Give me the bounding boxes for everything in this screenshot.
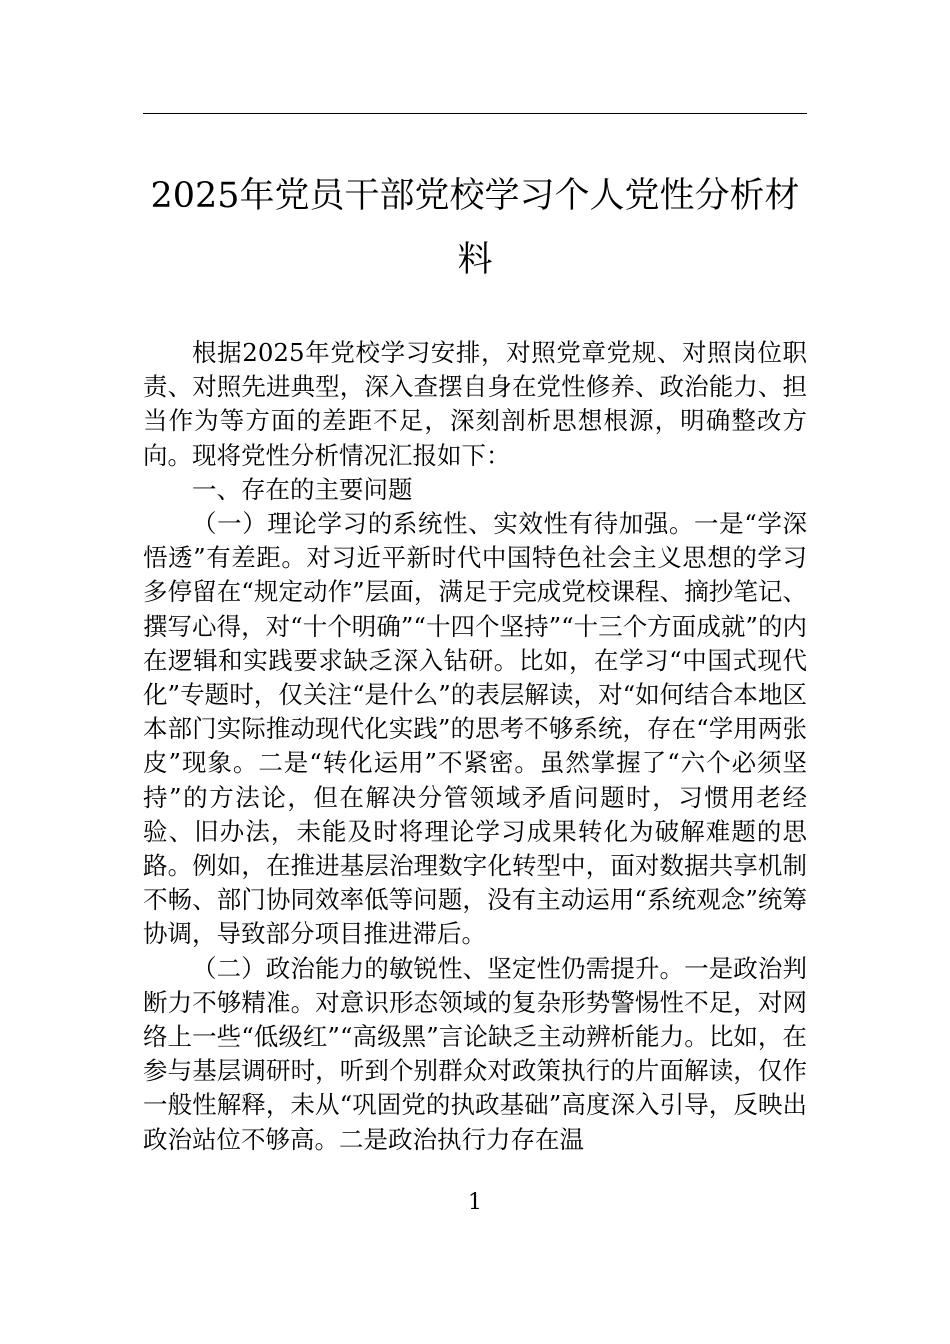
section-heading-problems: 一、存在的主要问题 (192, 474, 413, 504)
page-number: 1 (468, 1190, 482, 1215)
paragraph-political-ability: （二）政治能力的敏锐性、坚定性仍需提升。一是政治判断力不够精准。对意识形态领域的复杂形势警惕性不足，对网络上一些“低级红”“高级黑”言论缺乏主动辨析能力。比如，在参与基层调研时，听到个别群众对政策执行的片面解读，仅作一般性解释，未从“巩固党的执政基础”高度深入引导，反映出政治站位不够高。二是政治执行力存在温 (143, 953, 807, 1154)
paragraph-theory-study: （一）理论学习的系统性、实效性有待加强。一是“学深悟透”有差距。对习近平新时代中国特色社会主义思想的学习多停留在“规定动作”层面，满足于完成党校课程、摘抄笔记、撰写心得，对“十个明确”“十四个坚持”“十三个方面成就”的内在逻辑和实践要求缺乏深入钻研。比如，在学习“中国式现代化”专题时，仅关注“是什么”的表层解读，对“如何结合本地区本部门实际推动现代化实践”的思考不够系统，存在“学用两张皮”现象。二是“转化运用”不紧密。虽然掌握了“六个必须坚持”的方法论，但在解决分管领域矛盾问题时，习惯用老经验、旧办法，未能及时将理论学习成果转化为破解难题的思路。例如，在推进基层治理数字化转型中，面对数据共享机制不畅、部门协同效率低等问题，没有主动运用“系统观念”统筹协调，导致部分项目推进滞后。 (143, 509, 807, 949)
document-body (143, 336, 807, 1157)
document-title: 2025年党员干部党校学习个人党性分析材料 (150, 176, 800, 280)
header-rule (143, 113, 807, 114)
intro-paragraph: 根据2025年党校学习安排，对照党章党规、对照岗位职责、对照先进典型，深入查摆自身在党性修养、政治能力、担当作为等方面的差距不足，深刻剖析思想根源，明确整改方向。现将党性分析情况汇报如下： (143, 338, 807, 470)
